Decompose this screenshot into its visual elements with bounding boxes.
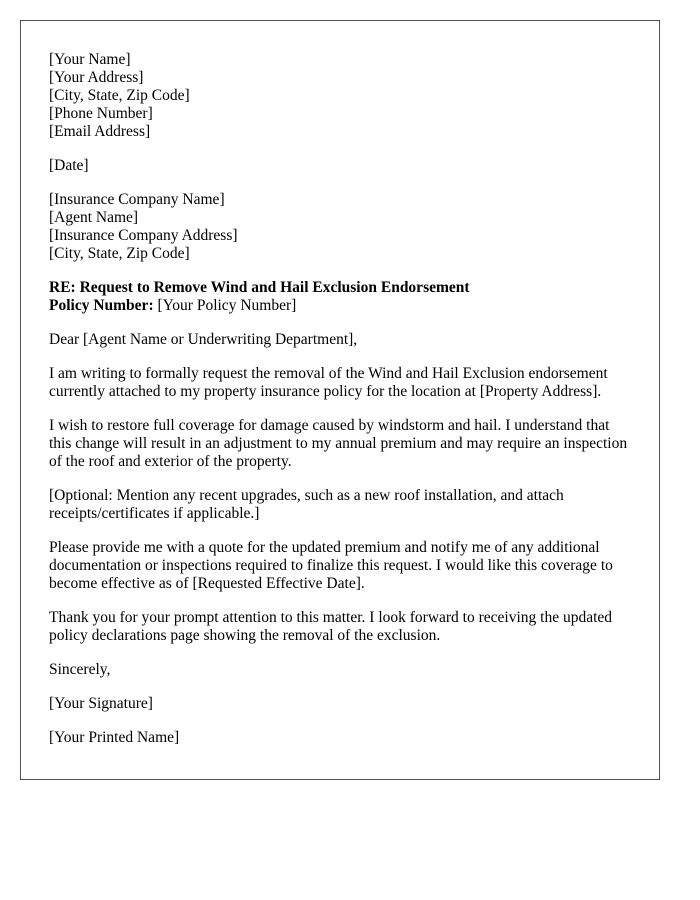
sender-address: [Your Address] <box>49 69 144 86</box>
body-paragraph: [Optional: Mention any recent upgrades, such as a new roof installation, and attach receipts/certificates if applicable.] <box>49 487 564 522</box>
recipient-agent: [Agent Name] <box>49 209 139 226</box>
subject-block <box>49 279 631 315</box>
recipient-company: [Insurance Company Name] <box>49 191 225 208</box>
body-paragraph: I wish to restore full coverage for damage caused by windstorm and hail. I understand that this change will result in an adjustment to my annual premium and may require an inspection of the roof and exterior of the property. <box>49 417 628 470</box>
policy-number-value: [Your Policy Number] <box>153 297 297 314</box>
sender-block <box>49 51 631 141</box>
sender-city-state-zip: [City, State, Zip Code] <box>49 87 190 104</box>
salutation: Dear [Agent Name or Underwriting Department], <box>49 331 358 348</box>
recipient-city-state-zip: [City, State, Zip Code] <box>49 245 190 262</box>
sender-name: [Your Name] <box>49 51 131 68</box>
subject-re-line: RE: Request to Remove Wind and Hail Exclusion Endorsement <box>49 279 470 296</box>
sender-phone: [Phone Number] <box>49 105 153 122</box>
letter-document <box>20 20 660 780</box>
printed-name: [Your Printed Name] <box>49 729 180 746</box>
policy-number-line <box>49 297 631 315</box>
policy-number-label: Policy Number: <box>49 297 154 314</box>
recipient-address: [Insurance Company Address] <box>49 227 238 244</box>
closing: Sincerely, <box>49 661 111 678</box>
sender-email: [Email Address] <box>49 123 151 140</box>
letter-date: [Date] <box>49 157 89 174</box>
body-paragraph: Please provide me with a quote for the updated premium and notify me of any additional documentation or inspections required to finalize this request. I would like this coverage to become effective as of [Requested Effective Date]. <box>49 539 613 592</box>
recipient-block <box>49 191 631 263</box>
signature: [Your Signature] <box>49 695 153 712</box>
body-paragraph: I am writing to formally request the removal of the Wind and Hail Exclusion endorsement currently attached to my property insurance policy for the location at [Property Address]. <box>49 365 608 400</box>
body-paragraph: Thank you for your prompt attention to this matter. I look forward to receiving the updated policy declarations page showing the removal of the exclusion. <box>49 609 613 644</box>
date-block <box>49 157 631 175</box>
